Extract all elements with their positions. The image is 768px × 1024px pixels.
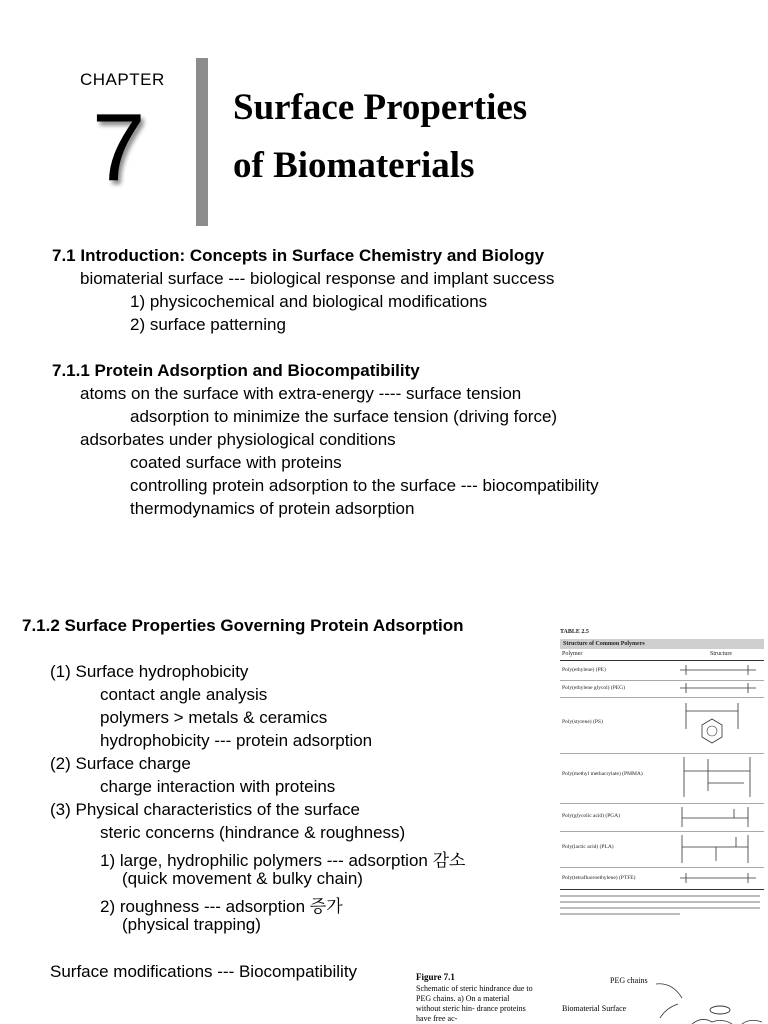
figure-label: Figure 7.1 <box>416 972 455 982</box>
chemical-structure-icon <box>678 663 758 677</box>
section-7-1-heading: 7.1 Introduction: Concepts in Surface Chemistry and Biology <box>52 246 545 265</box>
section-7-1-2-line: (quick movement & bulky chain) <box>122 869 363 888</box>
section-7-1-2-line: 2) roughness --- adsorption 증가 <box>100 897 343 916</box>
section-7-1-2-line: contact angle analysis <box>100 685 268 704</box>
section-7-1-1-line: adsorption to minimize the surface tension (driving force) <box>130 407 558 426</box>
table-title: Structure of Common Polymers <box>560 639 764 649</box>
table-footnote-line <box>560 895 760 897</box>
chemical-structure-icon <box>678 871 758 885</box>
table-row-divider <box>560 697 764 698</box>
section-7-1-2-line: steric concerns (hindrance & roughness) <box>100 823 406 842</box>
table-row-name: Poly(ethylene) (PE) <box>562 667 606 673</box>
table-caption: TABLE 2.5 <box>560 629 589 635</box>
section-7-1-2-line: (1) Surface hydrophobicity <box>50 662 249 681</box>
chemical-structure-icon <box>678 755 758 801</box>
biomaterial-surface-label: Biomaterial Surface <box>562 1004 627 1013</box>
section-7-1-1-line: controlling protein adsorption to the surface --- biocompatibility <box>130 476 599 495</box>
page-title-line2: of Biomaterials <box>233 145 475 186</box>
section-7-1-1-line: atoms on the surface with extra-energy ---- surface tension <box>80 384 522 403</box>
section-7-1-line: 2) surface patterning <box>130 315 286 334</box>
section-7-1-2-line: hydrophobicity --- protein adsorption <box>100 731 373 750</box>
chemical-structure-icon <box>678 681 758 695</box>
section-7-1-line: 1) physicochemical and biological modifications <box>130 292 488 311</box>
table-footer-rule <box>560 889 764 890</box>
table-footnote-line <box>560 913 680 915</box>
section-7-1-1-line: coated surface with proteins <box>130 453 342 472</box>
section-7-1-2-line: charge interaction with proteins <box>100 777 336 796</box>
column-header-polymer: Polymer <box>562 651 583 657</box>
chapter-number: 7 <box>92 94 146 201</box>
section-7-1-2-heading: 7.1.2 Surface Properties Governing Protein Adsorption <box>22 616 464 635</box>
section-7-1-1-line: adsorbates under physiological conditions <box>80 430 396 449</box>
section-7-1-line: biomaterial surface --- biological response and implant success <box>80 269 555 288</box>
table-row-divider <box>560 831 764 832</box>
page-title-line1: Surface Properties <box>233 87 528 128</box>
section-7-1-2-line: polymers > metals & ceramics <box>100 708 328 727</box>
column-header-structure: Structure <box>710 651 732 657</box>
peg-chain-diagram-icon <box>652 978 768 1024</box>
chapter-divider-bar <box>196 58 208 226</box>
section-7-1-2-footer-line: Surface modifications --- Biocompatibility <box>50 962 358 981</box>
figure-7-1-image <box>412 968 768 1024</box>
table-row-name: Poly(ethylene glycol) (PEG) <box>562 685 625 691</box>
table-row-name: Poly(styrene) (PS) <box>562 719 603 725</box>
table-row-name: Poly(methyl methacrylate) (PMMA) <box>562 771 643 777</box>
table-row-name: Poly(tetrafluoroethylene) (PTFE) <box>562 875 636 881</box>
section-7-1-2-line: (physical trapping) <box>122 915 261 934</box>
figure-caption: Schematic of steric hindrance due to PEG chains. a) On a material without steric hin- drance proteins have free ac- <box>416 984 533 1023</box>
table-column-headers <box>560 651 764 661</box>
chemical-structure-icon <box>678 805 758 829</box>
chapter-label: CHAPTER <box>80 70 165 89</box>
section-7-1-2-line: (3) Physical characteristics of the surface <box>50 800 360 819</box>
section-7-1-2-line: (2) Surface charge <box>50 754 191 773</box>
table-footnote-line <box>560 907 760 909</box>
section-7-1-1-heading: 7.1.1 Protein Adsorption and Biocompatibility <box>52 361 420 380</box>
section-7-1-1-line: thermodynamics of protein adsorption <box>130 499 415 518</box>
benzene-ring-icon <box>678 699 758 751</box>
table-row-divider <box>560 803 764 804</box>
table-row-divider <box>560 867 764 868</box>
table-row-divider <box>560 753 764 754</box>
polymer-structure-table-image <box>556 625 766 925</box>
peg-chains-label: PEG chains <box>610 976 648 985</box>
table-row-name: Poly(glycolic acid) (PGA) <box>562 813 621 819</box>
section-7-1-2-line: 1) large, hydrophilic polymers --- adsorption 감소 <box>100 851 466 870</box>
table-row-name: Poly(lactic acid) (PLA) <box>562 844 614 850</box>
table-footnote-line <box>560 901 760 903</box>
chemical-structure-icon <box>678 833 758 865</box>
